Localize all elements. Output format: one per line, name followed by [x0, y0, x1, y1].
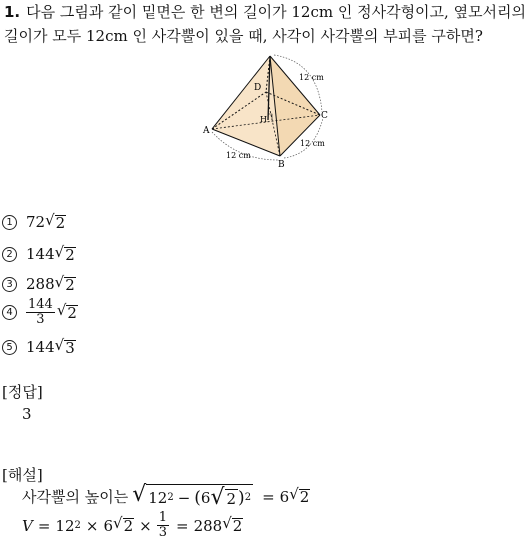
vertex-label-d: D	[254, 83, 262, 93]
h-result-rad: 2	[299, 488, 310, 507]
h-eq: =	[262, 487, 275, 506]
choice-4-denominator: 3	[36, 312, 45, 327]
v-numerator: 1	[158, 510, 167, 525]
vertex-label-b: B	[278, 160, 285, 170]
length-label-oc: 12 cm	[299, 73, 324, 82]
answer-value: 3	[22, 405, 32, 423]
h-base: 12	[148, 489, 168, 507]
h-result-coef: 6	[279, 487, 290, 506]
v-rad: 2	[123, 517, 134, 536]
solution-height-text: 사각뿔의 높이는	[22, 488, 129, 506]
v-eq-2: =	[175, 516, 189, 535]
choice-5-radicand: 3	[65, 339, 75, 357]
v-result-rad: 2	[232, 517, 243, 536]
vertex-label-a: A	[203, 126, 210, 136]
v-eq: =	[37, 516, 51, 535]
choice-5[interactable]	[2, 338, 76, 357]
choice-marker-3: 3	[2, 277, 17, 292]
choice-marker-1: 1	[2, 215, 17, 230]
question-number: 1.	[4, 3, 21, 21]
v-var: V	[22, 516, 33, 535]
choice-1[interactable]	[2, 213, 66, 232]
question-line-2	[4, 26, 483, 46]
solution-label: [해설]	[2, 466, 43, 484]
vertex-label-c: C	[321, 111, 328, 121]
h-minus: −	[177, 489, 191, 507]
choice-2-coef: 144	[26, 245, 55, 264]
h-rad: 2	[226, 490, 237, 508]
sqrt-symbol: √ 2	[113, 514, 134, 536]
vertex-label-h: H	[260, 115, 267, 124]
v-fraction	[157, 511, 169, 540]
h-coef: 6	[200, 489, 211, 507]
choice-1-radicand: 2	[55, 214, 66, 232]
sqrt-symbol: √ 3	[54, 336, 75, 357]
sqrt-symbol: √ 2	[45, 211, 66, 232]
outer-sqrt-symbol: √ 12 2 − ( 6 √ 2 ) 2	[132, 482, 252, 510]
question-text-1: 다음 그림과 같이 밑면은 한 변의 길이가 12cm 인 정사각형이고, 옆모서리의	[26, 3, 527, 21]
question-text-2: 길이가 모두 12cm 인 사각뿔이 있을 때, 사각이 사각뿔의 부피를 구하면?	[4, 27, 483, 45]
choice-3-coef: 288	[26, 275, 55, 294]
v-base: 12	[55, 516, 75, 535]
sqrt-symbol: √ 2	[222, 514, 243, 536]
sqrt-symbol: √ 2	[210, 485, 237, 510]
v-coef: 6	[103, 516, 114, 535]
choice-4[interactable]	[2, 298, 78, 327]
v-denominator: 3	[158, 525, 167, 540]
choice-4-radicand: 2	[67, 304, 77, 323]
choice-3-radicand: 2	[65, 276, 75, 294]
sqrt-symbol: √ 2	[54, 273, 75, 294]
v-times-2: ×	[139, 516, 152, 535]
choice-2[interactable]	[2, 245, 76, 264]
choice-2-radicand: 2	[65, 246, 75, 264]
length-label-bc: 12 cm	[300, 139, 325, 148]
sqrt-symbol: √ 2	[56, 301, 77, 323]
choice-marker-5: 5	[2, 340, 17, 355]
choice-3[interactable]	[2, 275, 76, 294]
answer-label: [정답]	[2, 383, 43, 401]
choice-4-numerator: 144	[28, 297, 53, 312]
v-result-coef: 288	[193, 516, 223, 535]
choice-marker-4: 4	[2, 305, 17, 320]
solution-line-volume: V = 12 2 × 6 √ 2 × $\frac{1}{3}$ = 288 √ 2	[22, 510, 243, 540]
choice-1-coef: 72	[26, 213, 46, 232]
length-label-ab: 12 cm	[226, 151, 251, 160]
choice-5-coef: 144	[26, 338, 55, 357]
pyramid-figure	[202, 52, 334, 174]
question-line-1	[4, 2, 526, 22]
v-times-1: ×	[85, 516, 99, 535]
sqrt-symbol: √ 2	[54, 243, 75, 264]
choice-4-fraction	[26, 298, 55, 327]
sqrt-symbol: √ 2	[289, 485, 310, 507]
solution-line-height	[22, 484, 310, 509]
choice-marker-2: 2	[2, 247, 17, 262]
